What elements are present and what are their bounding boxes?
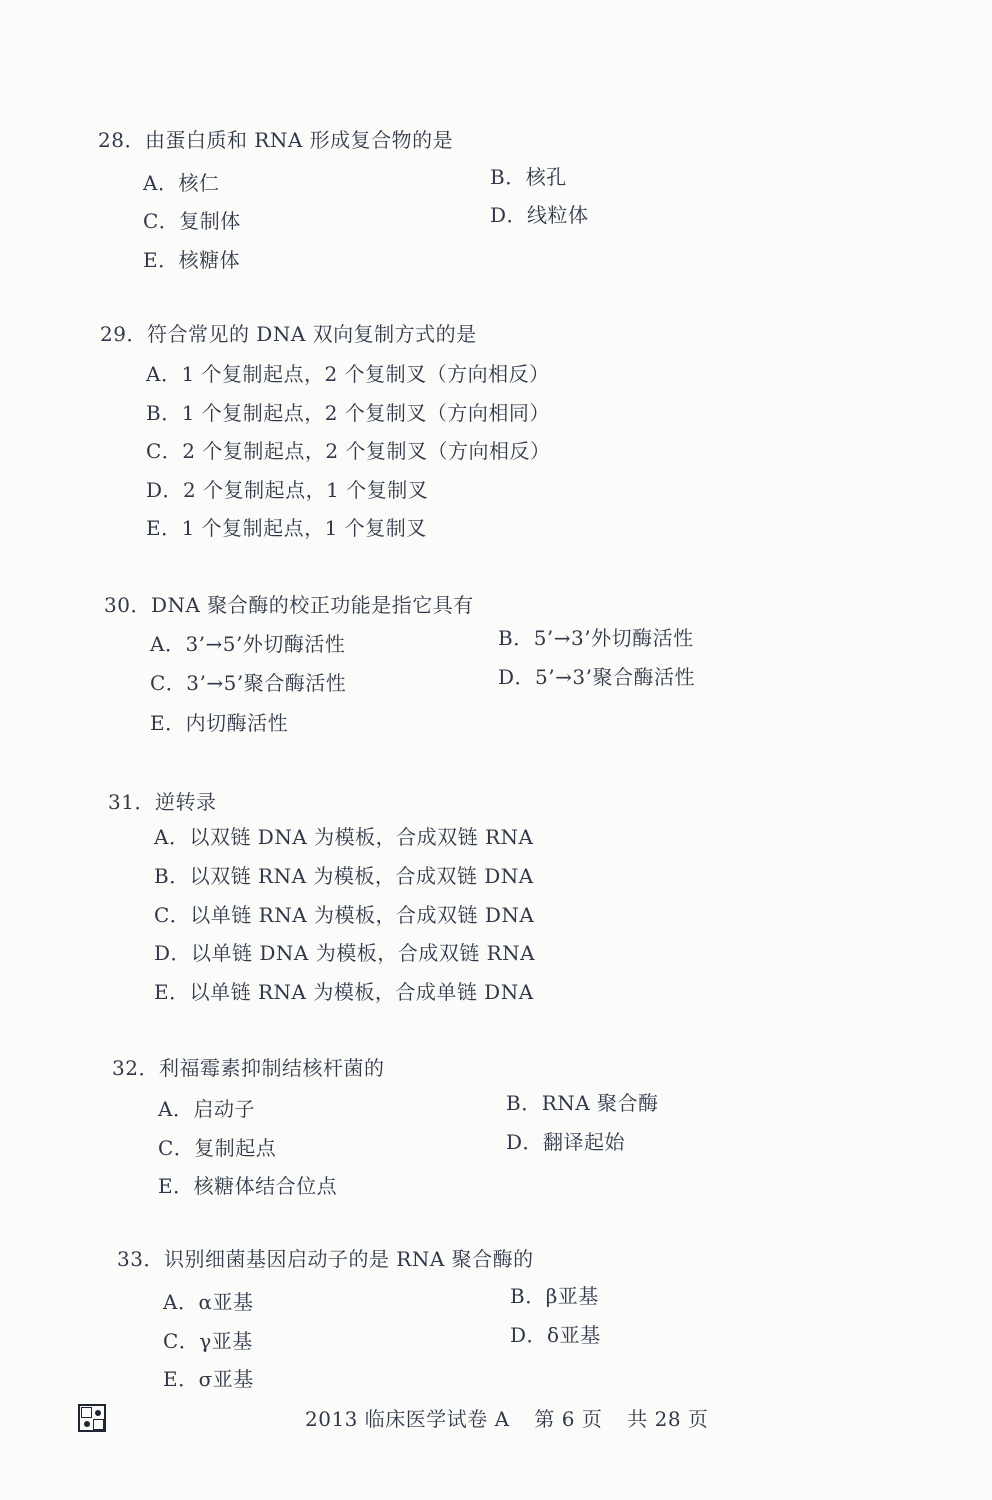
option-d: D．5’→3’聚合酶活性 bbox=[498, 665, 695, 689]
option-c: C．复制起点 bbox=[158, 1136, 277, 1160]
option-a: A．α亚基 bbox=[163, 1290, 254, 1314]
option-e: E．σ亚基 bbox=[163, 1367, 254, 1391]
option-d: D．线粒体 bbox=[490, 203, 589, 227]
option-b: B．核孔 bbox=[490, 165, 567, 189]
option-e: E．1 个复制起点，1 个复制叉 bbox=[146, 516, 427, 540]
question-stem: 28．由蛋白质和 RNA 形成复合物的是 bbox=[98, 128, 454, 152]
option-b: B．RNA 聚合酶 bbox=[506, 1091, 659, 1115]
option-b: B．5’→3’外切酶活性 bbox=[498, 626, 694, 650]
question-stem: 32．利福霉素抑制结核杆菌的 bbox=[112, 1056, 385, 1080]
option-c: C．复制体 bbox=[143, 209, 241, 233]
option-c: C．3’→5’聚合酶活性 bbox=[150, 671, 347, 695]
option-d: D．以单链 DNA 为模板，合成双链 RNA bbox=[154, 941, 536, 965]
registration-mark-icon bbox=[78, 1404, 106, 1432]
option-c: C．γ亚基 bbox=[163, 1329, 253, 1353]
option-e: E．核糖体结合位点 bbox=[158, 1174, 338, 1198]
option-b: B．1 个复制起点，2 个复制叉（方向相同） bbox=[146, 401, 550, 425]
option-a: A．1 个复制起点，2 个复制叉（方向相反） bbox=[146, 362, 550, 386]
option-e: E．核糖体 bbox=[143, 248, 241, 272]
option-e: E．以单链 RNA 为模板，合成单链 DNA bbox=[154, 980, 534, 1004]
option-d: D．翻译起始 bbox=[506, 1130, 626, 1154]
option-e: E．内切酶活性 bbox=[150, 711, 289, 735]
option-d: D．δ亚基 bbox=[510, 1323, 601, 1347]
question-stem: 31．逆转录 bbox=[108, 790, 217, 814]
option-a: A．以双链 DNA 为模板，合成双链 RNA bbox=[154, 825, 534, 849]
option-b: B．以双链 RNA 为模板，合成双链 DNA bbox=[154, 864, 534, 888]
footer-total-pages: 共 28 页 bbox=[627, 1407, 709, 1431]
footer-exam-title: 2013 临床医学试卷 A bbox=[305, 1407, 510, 1431]
option-a: A．启动子 bbox=[158, 1097, 255, 1121]
page-footer bbox=[305, 1403, 726, 1432]
option-c: C．2 个复制起点，2 个复制叉（方向相反） bbox=[146, 439, 551, 463]
question-stem: 30．DNA 聚合酶的校正功能是指它具有 bbox=[104, 593, 474, 617]
option-a: A．3’→5’外切酶活性 bbox=[150, 632, 346, 656]
option-c: C．以单链 RNA 为模板，合成双链 DNA bbox=[154, 903, 535, 927]
option-d: D．2 个复制起点，1 个复制叉 bbox=[146, 478, 429, 502]
question-stem: 29．符合常见的 DNA 双向复制方式的是 bbox=[100, 322, 477, 346]
question-stem: 33．识别细菌基因启动子的是 RNA 聚合酶的 bbox=[117, 1247, 534, 1271]
footer-page-number: 第 6 页 bbox=[534, 1407, 603, 1431]
option-b: B．β亚基 bbox=[510, 1284, 599, 1308]
option-a: A．核仁 bbox=[143, 171, 220, 195]
